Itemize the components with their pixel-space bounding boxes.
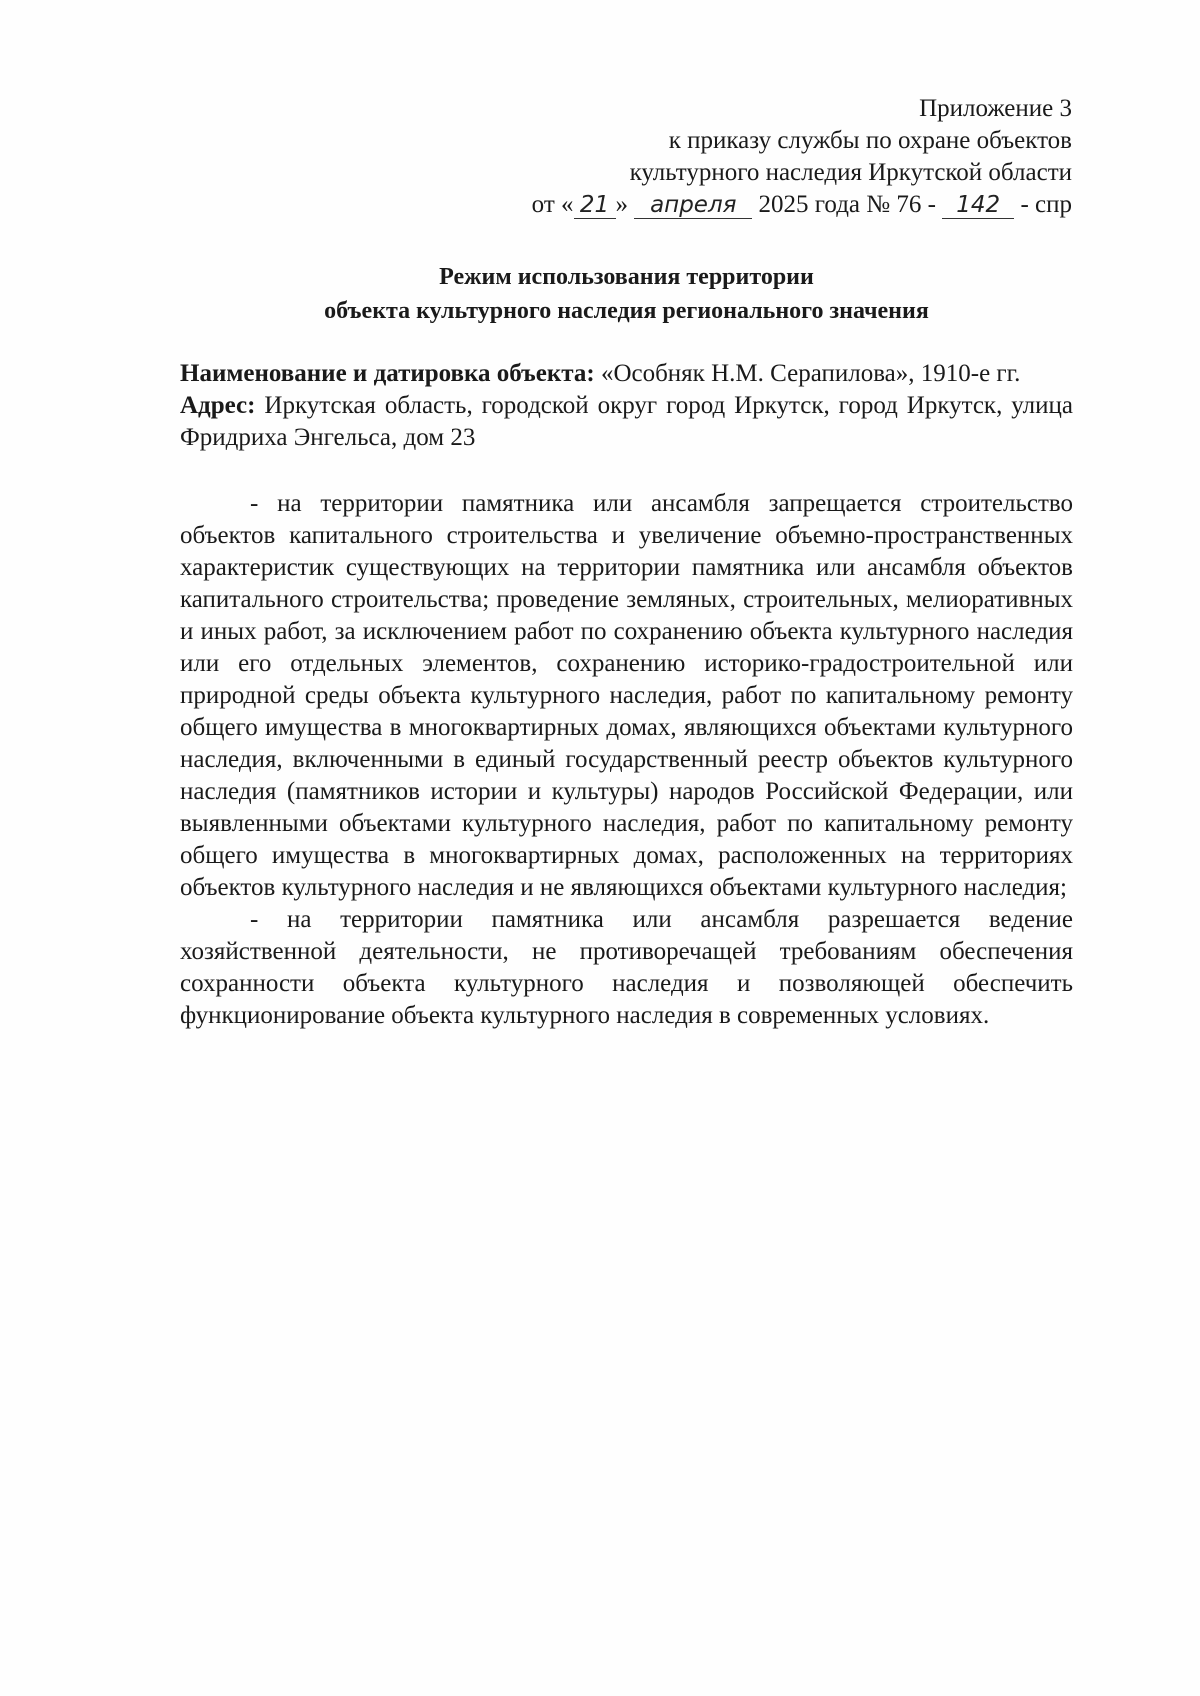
appendix-header xyxy=(532,93,1072,221)
object-info xyxy=(180,358,1073,454)
object-name-value: «Особняк Н.М. Серапилова», 1910-е гг. xyxy=(600,360,1021,387)
regime-text xyxy=(180,488,1073,1032)
regime-paragraph-prohibitions: - на территории памятника или ансамбля запрещается строительство объектов капитального строительства и увеличение объемно-пространственных характеристик существующих на территории памятника или ансамбля объектов капитального строительства; проведение земляных, строительных, мелиоративных и иных работ, за исключением работ по сохранению объекта культурного наследия или его отдельных элементов, сохранению историко-градостроительной или природной среды объекта культурного наследия, работ по капитальному ремонту общего имущества в многоквартирных домах, являющихся объектами культурного наследия, включенными в единый государственный реестр объектов культурного наследия (памятников истории и культуры) народов Российской Федерации, или выявленными объектами культурного наследия, работ по капитальному ремонту общего имущества в многоквартирных домах, расположенных на территориях объектов культурного наследия и не являющихся объектами культурного наследия; xyxy=(180,490,1073,901)
year-text: 2025 года № 76 - xyxy=(758,191,936,218)
handwritten-day: 21 xyxy=(574,192,616,219)
handwritten-month: апреля xyxy=(634,192,752,219)
appendix-number: Приложение 3 xyxy=(919,95,1072,122)
title-line-2: объекта культурного наследия регионального значения xyxy=(324,298,929,324)
title-line-1: Режим использования территории xyxy=(439,264,814,290)
appendix-authority: культурного наследия Иркутской области xyxy=(629,159,1072,186)
order-suffix: - спр xyxy=(1020,191,1072,218)
document-title xyxy=(180,260,1073,328)
object-address-row xyxy=(180,390,1073,454)
date-mid: » xyxy=(615,191,629,218)
regime-paragraph-permissions: - на территории памятника или ансамбля разрешается ведение хозяйственной деятельности, не противоречащей требованиям обеспечения сохранности объекта культурного наследия и позволяющей обеспечить функционирование объекта культурного наследия в современных условиях. xyxy=(180,906,1073,1029)
handwritten-order-number: 142 xyxy=(942,192,1014,219)
object-name-label: Наименование и датировка объекта: xyxy=(180,360,595,387)
appendix-order-ref: к приказу службы по охране объектов xyxy=(668,127,1072,154)
appendix-date-line xyxy=(532,189,1072,221)
object-address-label: Адрес: xyxy=(180,392,256,419)
object-address-value: Иркутская область, городской округ город Иркутск, город Иркутск, улица Фридриха Энгельса, дом 23 xyxy=(180,392,1074,451)
object-name-row xyxy=(180,358,1073,390)
date-prefix: от « xyxy=(531,191,574,218)
